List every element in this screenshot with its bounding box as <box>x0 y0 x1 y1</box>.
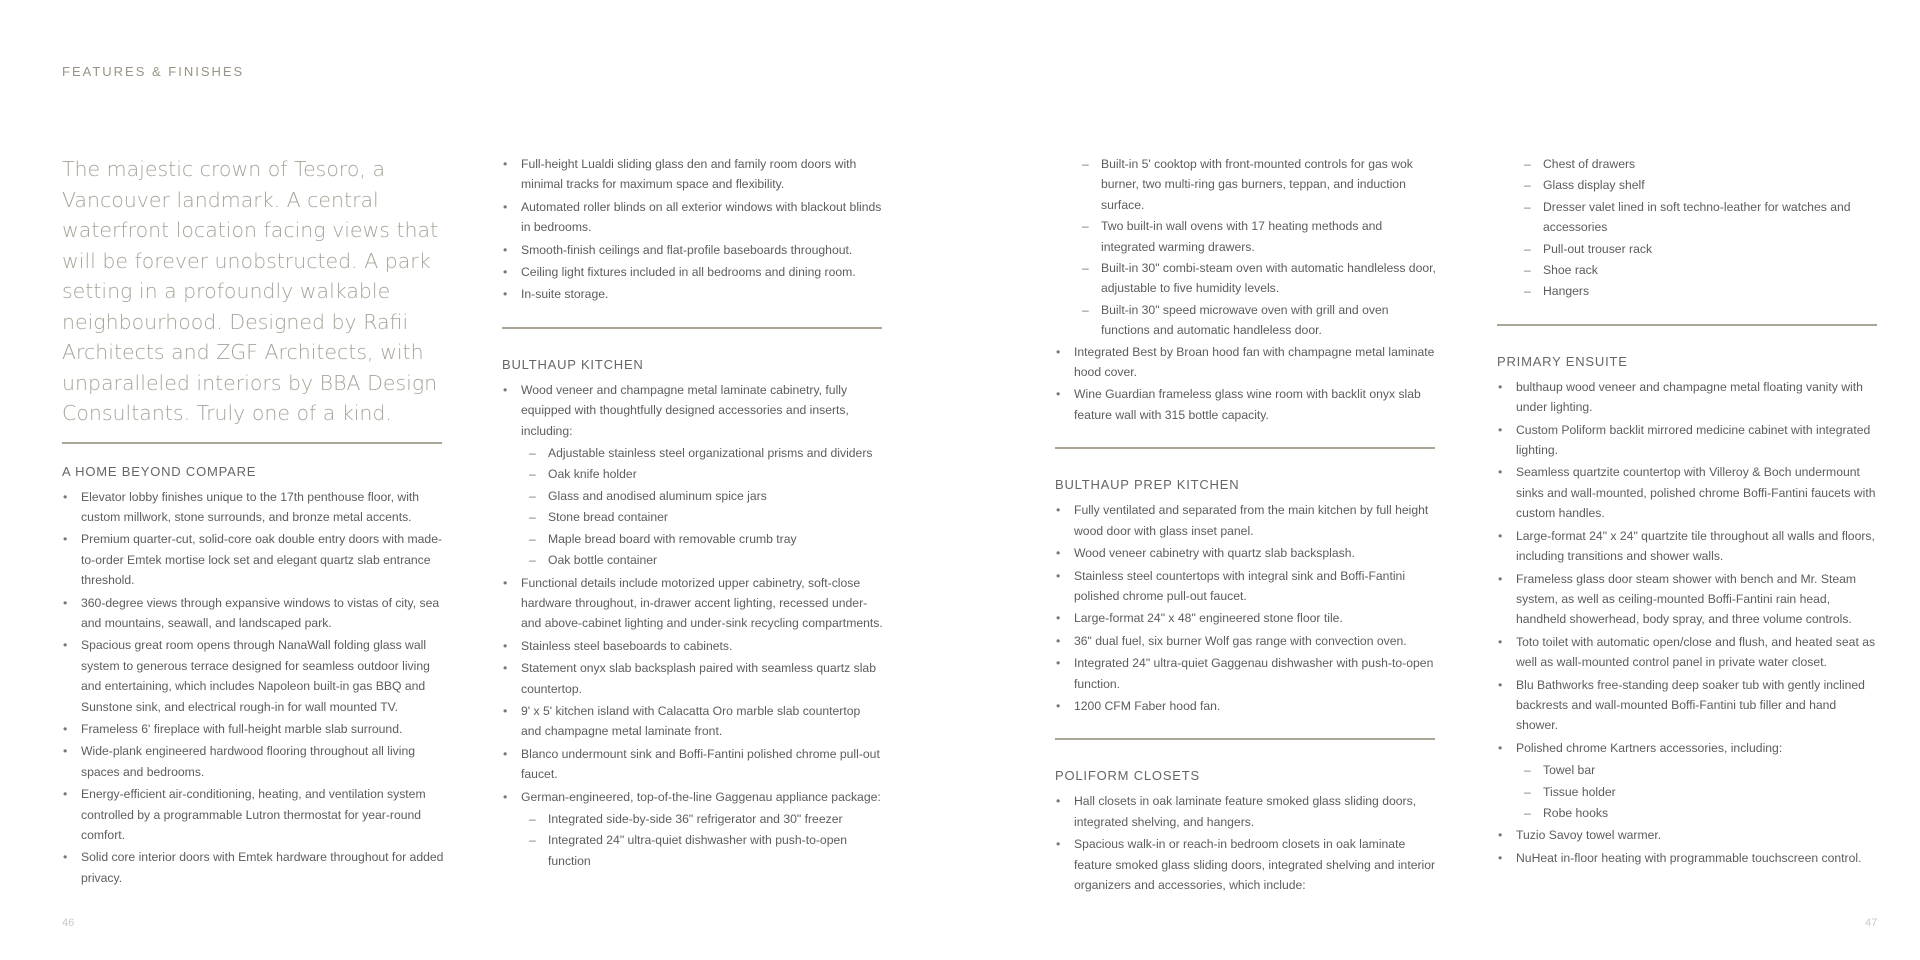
list-item: • Spacious great room opens through NanaWall folding glass wall system to generous terrace designed for seamless outdoor living and entertaining, which includes Napoleon built-in gas BBQ and Sunstone sink, and electrical rough-in for wall mounted TV. <box>62 635 444 717</box>
divider <box>62 442 442 444</box>
list-item <box>1497 738 1879 824</box>
page-number-right: 47 <box>1865 917 1878 929</box>
sub-list-item: – Glass and anodised aluminum spice jars <box>521 486 884 506</box>
list-item: • Frameless 6' fireplace with full-height marble slab surround. <box>62 719 444 739</box>
list-item: • 36" dual fuel, six burner Wolf gas range with convection oven. <box>1055 631 1437 651</box>
sub-list-item: – Two built-in wall ovens with 17 heating methods and integrated warming drawers. <box>1074 216 1437 257</box>
divider <box>1055 447 1435 449</box>
list-item: • Statement onyx slab backsplash paired with seamless quartz slab countertop. <box>502 658 884 699</box>
appliance-sublist-continued <box>1074 154 1437 341</box>
intro-paragraph: The majestic crown of Tesoro, a Vancouver landmark. A central waterfront location facing views that will be forever unobstructed. A park setting in a profoundly walkable neighbourhood. Designed by Rafii Architects and ZGF Architects, with unparalleled interiors by BBA Design Consultants. Truly one of a kind. <box>62 157 439 425</box>
list-item: • Blanco undermount sink and Boffi-Fantini polished chrome pull-out faucet. <box>502 744 884 785</box>
list-item-text: German-engineered, top-of-the-line Gaggenau appliance package: <box>521 789 881 804</box>
sub-list-item: – Towel bar <box>1516 760 1879 780</box>
list-item-text: Wood veneer and champagne metal laminate cabinetry, fully equipped with thoughtfully designed accessories and inserts, including: <box>521 382 849 438</box>
list-item: • Elevator lobby finishes unique to the 17th penthouse floor, with custom millwork, stone surrounds, and bronze metal accents. <box>62 487 444 528</box>
list-item: • bulthaup wood veneer and champagne metal floating vanity with under lighting. <box>1497 377 1879 418</box>
ensuite-feature-list <box>1497 377 1879 868</box>
list-item: • Frameless glass door steam shower with bench and Mr. Steam system, as well as ceiling-mounted Boffi-Fantini rain head, handheld showerhead, body spray, and three volume controls. <box>1497 569 1879 630</box>
divider <box>502 327 882 329</box>
list-item: • Functional details include motorized upper cabinetry, soft-close hardware throughout, in-drawer accent lighting, recessed under- and above-cabinet lighting and under-sink recycling compartments. <box>502 573 884 634</box>
column-intro <box>62 154 444 890</box>
section-title-ensuite: PRIMARY ENSUITE <box>1497 353 1628 369</box>
list-item: • Tuzio Savoy towel warmer. <box>1497 825 1879 845</box>
bath-accessories-sublist <box>1516 760 1879 823</box>
appliance-sublist <box>521 809 884 871</box>
divider <box>1497 324 1877 326</box>
home-feature-list <box>62 487 444 889</box>
list-item: • 9' x 5' kitchen island with Calacatta Oro marble slab countertop and champagne metal laminate front. <box>502 701 884 742</box>
sub-list-item: – Oak bottle container <box>521 550 884 570</box>
sub-list-item: – Built-in 30" combi-steam oven with automatic handleless door, adjustable to five humidity levels. <box>1074 258 1437 299</box>
list-item: • Integrated 24" ultra-quiet Gaggenau dishwasher with push-to-open function. <box>1055 653 1437 694</box>
list-item: • Spacious walk-in or reach-in bedroom closets in oak laminate feature smoked glass sliding doors, integrated shelving and interior organizers and accessories, which include: <box>1055 834 1437 895</box>
sub-list-item: – Built-in 30" speed microwave oven with grill and oven functions and automatic handleless door. <box>1074 300 1437 341</box>
general-feature-list <box>502 154 884 305</box>
closets-feature-list <box>1055 791 1437 895</box>
sub-list-item: – Integrated side-by-side 36" refrigerator and 30" freezer <box>521 809 884 829</box>
sub-list-item: – Built-in 5' cooktop with front-mounted controls for gas wok burner, two multi-ring gas burners, teppan, and induction surface. <box>1074 154 1437 215</box>
list-item-text: Polished chrome Kartners accessories, including: <box>1516 740 1783 755</box>
sub-list-item: – Stone bread container <box>521 507 884 527</box>
list-item: • Blu Bathworks free-standing deep soaker tub with gently inclined backrests and wall-mounted Boffi-Fantini tub filler and hand shower. <box>1497 675 1879 736</box>
sub-list-item: – Pull-out trouser rack <box>1516 239 1879 259</box>
list-item: • Premium quarter-cut, solid-core oak double entry doors with made-to-order Emtek mortise lock set and elegant quartz slab entrance threshold. <box>62 529 444 590</box>
list-item: • Large-format 24" x 24" quartzite tile throughout all walls and floors, including transitions and shower walls. <box>1497 526 1879 567</box>
list-item: • Energy-efficient air-conditioning, heating, and ventilation system controlled by a programmable Lutron thermostat for year-round comfort. <box>62 784 444 845</box>
prep-feature-list <box>1055 500 1437 716</box>
list-item: • Wood veneer cabinetry with quartz slab backsplash. <box>1055 543 1437 563</box>
list-item: • 1200 CFM Faber hood fan. <box>1055 696 1437 716</box>
column-ensuite <box>1497 154 1879 870</box>
list-item: • Stainless steel baseboards to cabinets. <box>502 636 884 656</box>
section-title-kitchen: BULTHAUP KITCHEN <box>502 356 644 372</box>
list-item: • In-suite storage. <box>502 284 884 304</box>
list-item: • Stainless steel countertops with integral sink and Boffi-Fantini polished chrome pull-out faucet. <box>1055 566 1437 607</box>
list-item: • Full-height Lualdi sliding glass den and family room doors with minimal tracks for maximum space and flexibility. <box>502 154 884 195</box>
list-item <box>502 380 884 571</box>
list-item: • 360-degree views through expansive windows to vistas of city, sea and mountains, seawall, and landscaped park. <box>62 593 444 634</box>
list-item: • Large-format 24" x 48" engineered stone floor tile. <box>1055 608 1437 628</box>
sub-list-item: – Oak knife holder <box>521 464 884 484</box>
sub-list-item: – Robe hooks <box>1516 803 1879 823</box>
kitchen-accessories-sublist <box>521 443 884 570</box>
column-kitchen <box>502 154 884 873</box>
sub-list-item: – Glass display shelf <box>1516 175 1879 195</box>
sub-list-item: – Integrated 24" ultra-quiet dishwasher with push-to-open function <box>521 830 884 871</box>
sub-list-item: – Shoe rack <box>1516 260 1879 280</box>
sub-list-item: – Maple bread board with removable crumb tray <box>521 529 884 549</box>
sub-list-item: – Hangers <box>1516 281 1879 301</box>
kitchen-feature-list <box>502 380 884 871</box>
list-item: • Seamless quartzite countertop with Villeroy & Boch undermount sinks and wall-mounted, polished chrome Boffi-Fantini faucets with custom handles. <box>1497 462 1879 523</box>
list-item: • Wine Guardian frameless glass wine room with backlit onyx slab feature wall with 315 bottle capacity. <box>1055 384 1437 425</box>
list-item: • Integrated Best by Broan hood fan with champagne metal laminate hood cover. <box>1055 342 1437 383</box>
section-title-closets: POLIFORM CLOSETS <box>1055 768 1200 784</box>
list-item: • Custom Poliform backlit mirrored medicine cabinet with integrated lighting. <box>1497 420 1879 461</box>
section-title-home: A HOME BEYOND COMPARE <box>62 463 257 479</box>
list-item <box>502 787 884 872</box>
sub-list-item: – Tissue holder <box>1516 782 1879 802</box>
list-item: • Automated roller blinds on all exterior windows with blackout blinds in bedrooms. <box>502 197 884 238</box>
list-item: • Solid core interior doors with Emtek hardware throughout for added privacy. <box>62 847 444 888</box>
list-item: • Toto toilet with automatic open/close and flush, and heated seat as well as wall-mounted control panel in private water closet. <box>1497 632 1879 673</box>
list-item: • Ceiling light fixtures included in all bedrooms and dining room. <box>502 262 884 282</box>
list-item: • NuHeat in-floor heating with programmable touchscreen control. <box>1497 848 1879 868</box>
sub-list-item: – Dresser valet lined in soft techno-leather for watches and accessories <box>1516 197 1879 238</box>
divider <box>1055 738 1435 740</box>
list-item: • Fully ventilated and separated from the main kitchen by full height wood door with glass inset panel. <box>1055 500 1437 541</box>
section-header: FEATURES & FINISHES <box>62 64 245 79</box>
section-title-prep: BULTHAUP PREP KITCHEN <box>1055 477 1240 493</box>
list-item: • Hall closets in oak laminate feature smoked glass sliding doors, integrated shelving, and hangers. <box>1055 791 1437 832</box>
sub-list-item: – Adjustable stainless steel organizational prisms and dividers <box>521 443 884 463</box>
page-number-left: 46 <box>62 917 75 929</box>
kitchen-feature-list-continued <box>1055 342 1437 426</box>
list-item: • Wide-plank engineered hardwood flooring throughout all living spaces and bedrooms. <box>62 741 444 782</box>
sub-list-item: – Chest of drawers <box>1516 154 1879 174</box>
closet-accessories-sublist <box>1516 154 1879 302</box>
column-prep-closets <box>1055 154 1437 897</box>
list-item: • Smooth-finish ceilings and flat-profile baseboards throughout. <box>502 240 884 260</box>
